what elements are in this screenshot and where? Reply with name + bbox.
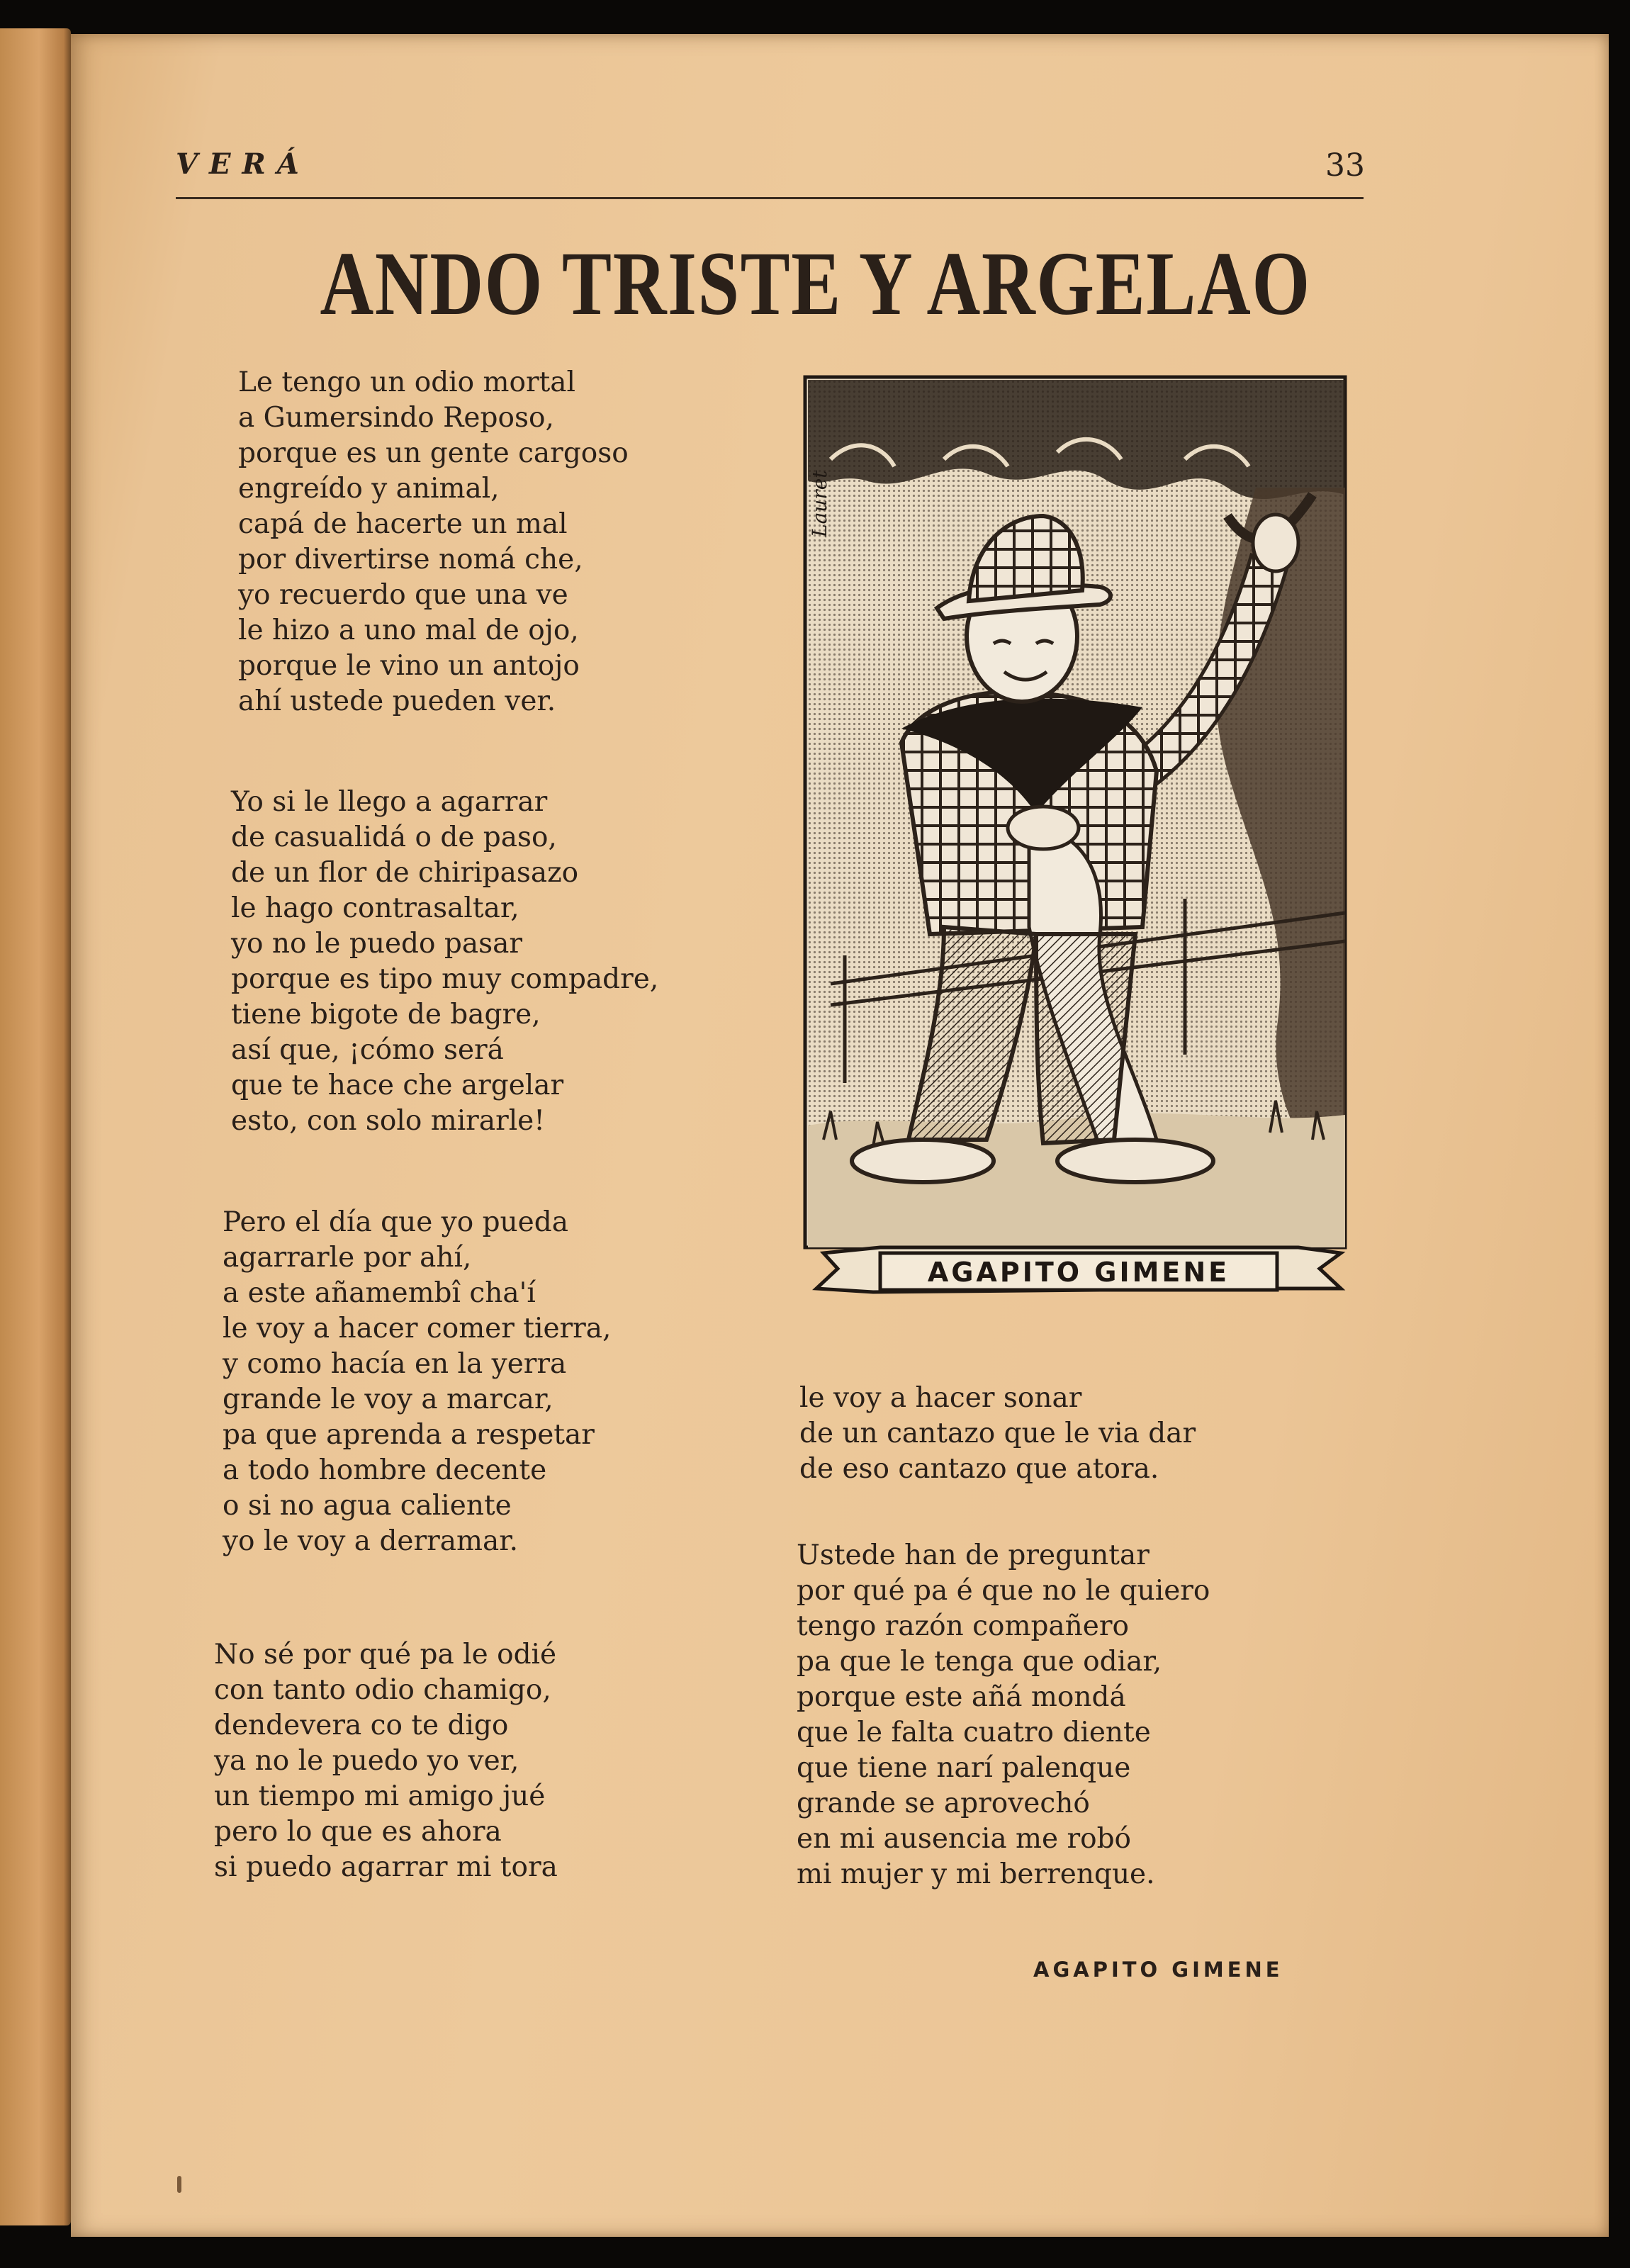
poem-line: le hizo a uno mal de ojo, <box>238 614 579 646</box>
poem-line: de eso cantazo que atora. <box>799 1453 1159 1485</box>
stanza-6 <box>797 1536 1210 1890</box>
poem-line: yo le voy a derramar. <box>223 1525 519 1557</box>
poem-line: porque es un gente cargoso <box>238 437 629 469</box>
stanza-3 <box>223 1205 611 1559</box>
left-page-edge <box>0 28 71 2225</box>
stanza-2 <box>231 785 658 1139</box>
stanza-5 <box>799 1380 1196 1486</box>
illustration-banner-label: AGAPITO GIMENE <box>927 1257 1230 1288</box>
author-signature: AGAPITO GIMENE <box>1033 1958 1283 1982</box>
page-speck <box>177 2176 181 2193</box>
poem-line: un tiempo mi amigo jué <box>214 1780 546 1812</box>
poem-line: o si no agua caliente <box>223 1490 512 1522</box>
stanza-1 <box>238 365 629 719</box>
poem-line: pa que le tenga que odiar, <box>797 1646 1162 1678</box>
artist-signature: Lauret <box>808 470 831 537</box>
stanza-4 <box>214 1635 558 1883</box>
poem-line: pero lo que es ahora <box>214 1816 502 1848</box>
poem-line: tiene bigote de bagre, <box>231 999 541 1031</box>
title-row <box>177 234 1368 333</box>
poem-line: le hago contrasaltar, <box>231 892 519 924</box>
diamond-ornament-left <box>183 272 205 294</box>
poem-line: por divertirse nomá che, <box>238 544 583 576</box>
poem-line: así que, ¡cómo será <box>231 1034 504 1066</box>
poem-line: que te hace che argelar <box>231 1070 564 1101</box>
poem-line: y como hacía en la yerra <box>223 1348 567 1380</box>
poem-line: esto, con solo mirarle! <box>231 1105 545 1137</box>
page-number: 33 <box>1325 147 1365 184</box>
poem-line: por qué pa é que no le quiero <box>797 1575 1210 1607</box>
poem-line: Pero el día que yo pueda <box>223 1206 568 1238</box>
poem-line: agarrarle por ahí, <box>223 1242 472 1274</box>
poem-line: que tiene narí palenque <box>797 1752 1131 1784</box>
poem-line: de un cantazo que le via dar <box>799 1418 1196 1449</box>
poem-line: porque este añá mondá <box>797 1681 1126 1713</box>
poem-line: ahí ustede pueden ver. <box>238 685 556 717</box>
poem-line: porque es tipo muy compadre, <box>231 963 659 995</box>
poem-line: porque le vino un antojo <box>238 650 580 682</box>
running-head: VERÁ <box>176 147 310 181</box>
poem-line: Yo si le llego a agarrar <box>231 786 548 818</box>
header-rule <box>176 197 1364 199</box>
poem-line: a todo hombre decente <box>223 1454 547 1486</box>
poem-line: yo recuerdo que una ve <box>238 579 568 611</box>
poem-line: grande le voy a marcar, <box>223 1383 553 1415</box>
poem-line: a este añamembî cha'í <box>223 1277 536 1309</box>
poem-line: Le tengo un odio mortal <box>238 366 576 398</box>
poem-line: de casualidá o de paso, <box>231 821 557 853</box>
poem-line: dendevera co te digo <box>214 1710 509 1741</box>
poem-line: Ustede han de preguntar <box>797 1539 1150 1571</box>
poem-line: en mi ausencia me robó <box>797 1823 1132 1855</box>
poem-line: a Gumersindo Reposo, <box>238 402 554 434</box>
poem-line: ya no le puedo yo ver, <box>214 1745 519 1777</box>
poem-line: con tanto odio chamigo, <box>214 1674 551 1706</box>
poem-line: engreído y animal, <box>238 473 500 505</box>
poem-title: ANDO TRISTE Y ARGELAO <box>320 232 1311 334</box>
poem-line: capá de hacerte un mal <box>238 508 568 540</box>
poem-line: grande se aprovechó <box>797 1787 1090 1819</box>
poem-line: yo no le puedo pasar <box>231 928 522 960</box>
poem-line: pa que aprenda a respetar <box>223 1419 595 1451</box>
poem-line: le voy a hacer comer tierra, <box>223 1313 612 1344</box>
poem-line: tengo razón compañero <box>797 1610 1129 1642</box>
poem-line: de un flor de chiripasazo <box>231 857 579 889</box>
gaucho-illustration <box>802 374 1351 1296</box>
poem-line: si puedo agarrar mi tora <box>214 1851 558 1883</box>
poem-line: que le falta cuatro diente <box>797 1717 1151 1748</box>
poem-line: mi mujer y mi berrenque. <box>797 1858 1155 1890</box>
poem-line: No sé por qué pa le odié <box>214 1639 557 1671</box>
poem-line: le voy a hacer sonar <box>799 1382 1082 1414</box>
